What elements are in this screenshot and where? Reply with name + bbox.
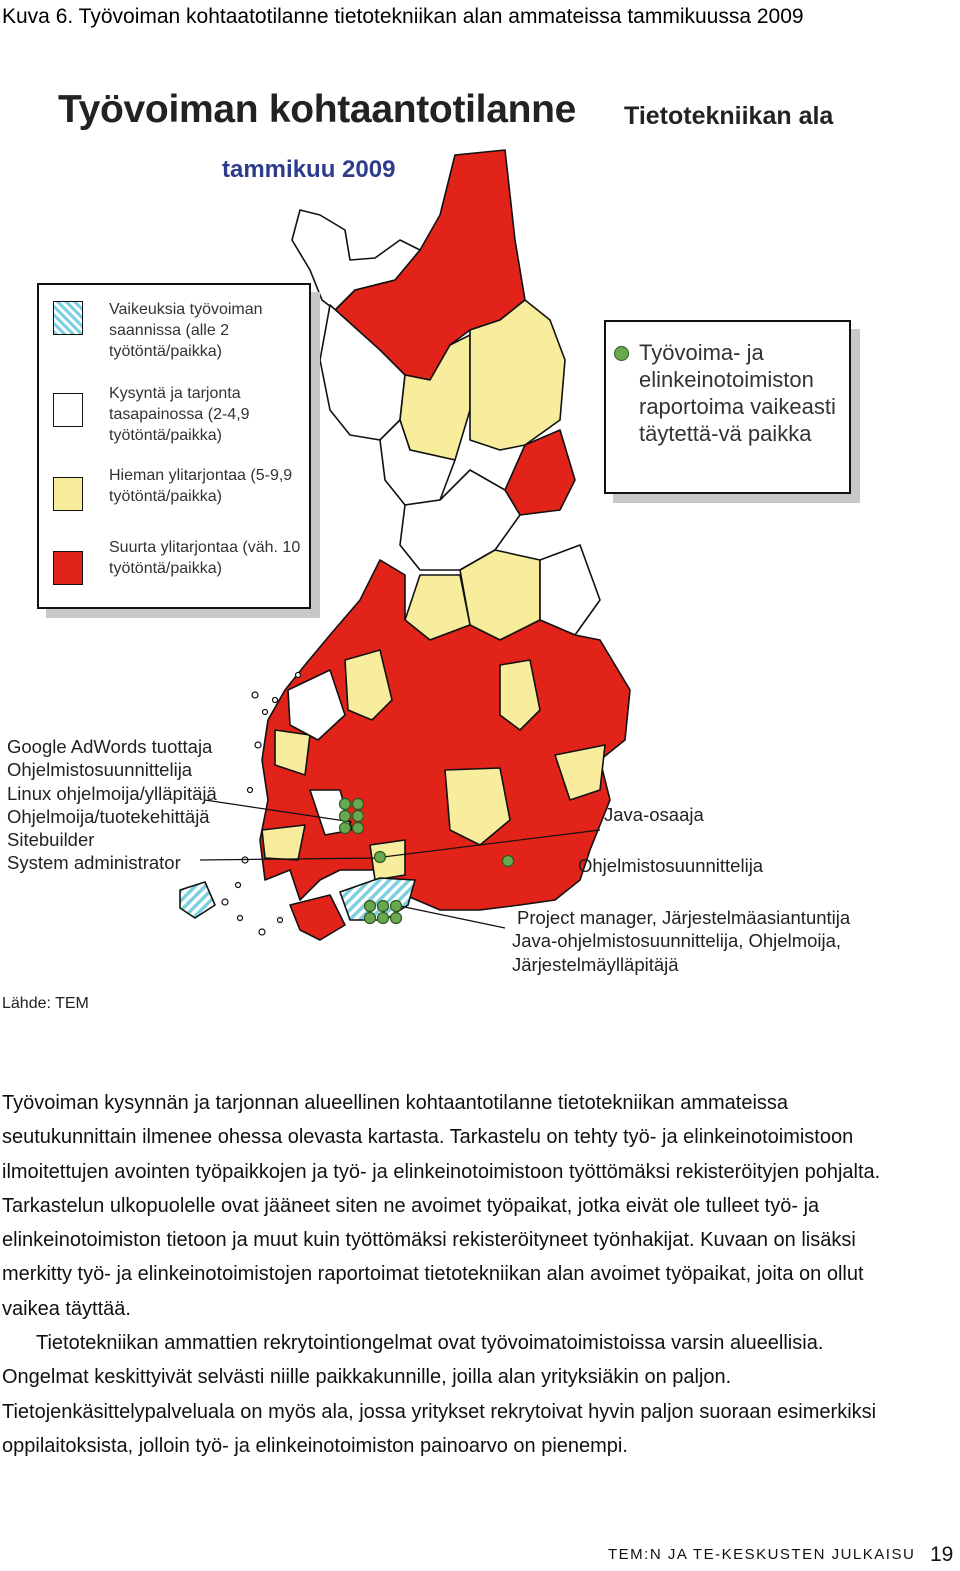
legend-swatch-hatched bbox=[53, 301, 83, 335]
map-sector: Tietotekniikan ala bbox=[624, 102, 834, 130]
occupation-label: Google AdWords tuottaja bbox=[7, 736, 213, 757]
region-helsinki bbox=[340, 878, 415, 920]
map-title: Työvoiman kohtaantotilanne bbox=[58, 88, 577, 131]
java-annotation: Java-osaaja bbox=[604, 804, 704, 825]
body-text bbox=[2, 1086, 884, 1463]
occupation-label: System administrator bbox=[7, 852, 181, 874]
footer-publication: TEM:N JA TE-KESKUSTEN JULKAISU bbox=[608, 1546, 916, 1563]
map-source: Lähde: TEM bbox=[2, 995, 89, 1012]
capital-annotations bbox=[512, 906, 850, 976]
region-kainuu-white bbox=[540, 545, 600, 635]
occupation-label: Linux ohjelmoija/ylläpitäjä bbox=[7, 782, 217, 804]
capital-line: Project manager, Järjestelmäasiantuntija bbox=[517, 907, 851, 928]
map-date: tammikuu 2009 bbox=[222, 156, 396, 183]
vacancy-dot-icon bbox=[614, 346, 629, 361]
vacancy-info-box bbox=[604, 320, 851, 494]
body-paragraph: Työvoiman kysynnän ja tarjonnan alueellinen kohtaantotilanne tietotekniikan ammateissa seutukunnittain ilmenee ohessa olevasta kartasta. Tarkastelu on tehty työ- ja elinkeinotoimistoon ilmoitettujen avointen työpaikkojen ja työ- ja elinkeinotoimistoon työttömäksi rekisteröityjen pohjalta. Tarkastelun ulkopuolelle ovat jääneet siten ne avoimet työpaikat, jotka eivät ole tulleet työ- ja elinkeinotoimiston tietoon ja muut kuin työttömäksi rekisteröityneet työnhakijat. Kuvaan on lisäksi merkitty työ- ja elinkeinotoimistojen raportoimat tietotekniikan alan avoimet työpaikat, joita on ollut vaikea täyttää. bbox=[2, 1092, 881, 1320]
region-aland bbox=[180, 882, 215, 918]
vacancy-info-text: Työvoima- ja elinkeinotoimiston raportoima vaikeasti täytettä-vä paikka bbox=[639, 340, 836, 446]
capital-line: Java-ohjelmistosuunnittelija, Ohjelmoija, bbox=[512, 930, 842, 952]
map-legend bbox=[37, 283, 311, 609]
legend-label: Vaikeuksia työvoiman saannissa (alle 2 työtöntä/paikka) bbox=[109, 301, 263, 360]
region-south-coast bbox=[290, 895, 345, 940]
body-paragraph: Tietotekniikan ammattien rekrytointiongelmat ovat työvoimatoimistoissa varsin alueellisia. Ongelmat keskittyivät selvästi niille paikkakunnille, joilla alan yrityksiäkin on paljon. Tietojenkäsittelypalveluala on myös ala, jossa yritykset rekrytoivat hyvin paljon suoraan esimerkiksi oppilaitoksista, jolloin työ- ja elinkeinotoimiston painoarvo on pienempi. bbox=[2, 1332, 877, 1457]
figure-caption: Kuva 6. Työvoiman kohtaatotilanne tietotekniikan alan ammateissa tammikuussa 2009 bbox=[2, 5, 804, 28]
occupation-label: Sitebuilder bbox=[7, 829, 95, 851]
legend-label: Suurta ylitarjontaa (väh. 10 työtöntä/paikka) bbox=[109, 539, 301, 577]
legend-swatch-white bbox=[53, 393, 83, 427]
occupation-label: Ohjelmoija/tuotekehittäjä bbox=[7, 805, 210, 827]
capital-line: Järjestelmäylläpitäjä bbox=[512, 953, 679, 975]
legend-label: Hieman ylitarjontaa (5-9,9 työtöntä/paikka) bbox=[109, 467, 293, 505]
region-west-yellow-2 bbox=[262, 825, 305, 860]
legend-swatch-yellow bbox=[53, 477, 83, 511]
legend-label: Kysyntä ja tarjonta tasapainossa (2-4,9 työtöntä/paikka) bbox=[109, 385, 250, 444]
legend-swatch-red bbox=[53, 551, 83, 585]
page-number: 19 bbox=[930, 1543, 954, 1566]
occupation-label: Ohjelmistosuunnittelija bbox=[7, 759, 193, 781]
west-occupations bbox=[7, 735, 217, 875]
east-annotation: Ohjelmistosuunnittelija bbox=[578, 855, 764, 876]
